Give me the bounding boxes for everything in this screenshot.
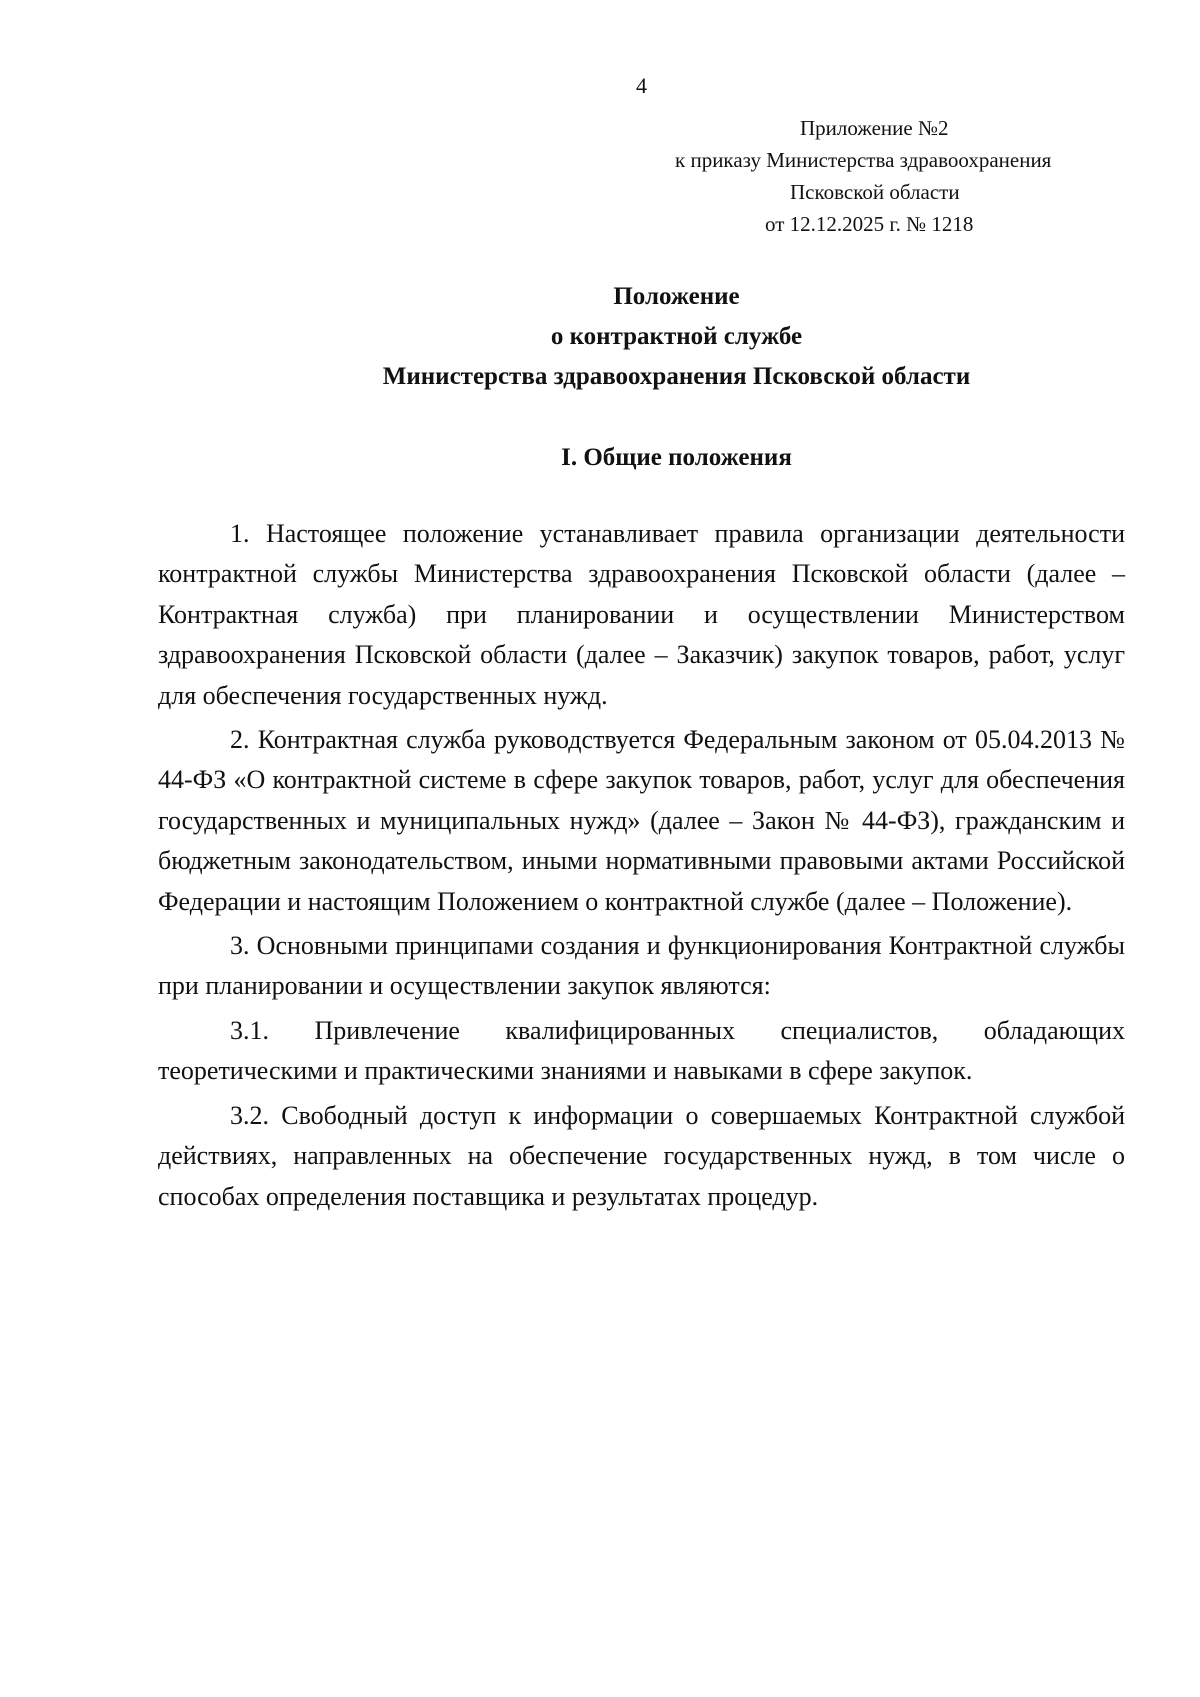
appendix-number: Приложение №2 <box>800 116 949 140</box>
appendix-order-ref: к приказу Министерства здравоохранения <box>675 148 1052 172</box>
appendix-region: Псковской области <box>790 180 960 204</box>
title-line-2: о контрактной службе <box>550 323 803 350</box>
section-heading: I. Общие положения <box>561 444 792 471</box>
paragraph-3-2: 3.2. Свободный доступ к информации о совершаемых Контрактной службой действиях, направленных на обеспечение государственных нужд, в том числе о способах определения поставщика и результатах процедур. <box>158 1100 1125 1211</box>
paragraph-2: 2. Контрактная служба руководствуется Федеральным законом от 05.04.2013 № 44-ФЗ «О контрактной системе в сфере закупок товаров, работ, услуг для обеспечения государственных и муниципальных нужд» (далее – Закон № 44-ФЗ), гражданским и бюджетным законодательством, иными нормативными правовыми актами Российской Федерации и настоящим Положением о контрактной службе (далее – Положение). <box>158 725 1125 916</box>
document-title <box>0 277 1200 397</box>
title-line-3: Министерства здравоохранения Псковской области <box>382 363 971 390</box>
body-text <box>158 514 1125 1217</box>
page-number: 4 <box>636 73 647 98</box>
paragraph-1: 1. Настоящее положение устанавливает правила организации деятельности контрактной службы Министерства здравоохранения Псковской области (далее – Контрактная служба) при планировании и осуществлении Министерством здравоохранения Псковской области (далее – Заказчик) закупок товаров, работ, услуг для обеспечения государственных нужд. <box>158 519 1125 710</box>
appendix-reference <box>655 112 1135 240</box>
title-line-1: Положение <box>613 283 740 310</box>
paragraph-3: 3. Основными принципами создания и функционирования Контрактной службы при планировании и осуществлении закупок являются: <box>158 931 1125 1001</box>
paragraph-3-1: 3.1. Привлечение квалифицированных специалистов, обладающих теоретическими и практическими знаниями и навыками в сфере закупок. <box>158 1015 1125 1086</box>
appendix-date-number: от 12.12.2025 г. № 1218 <box>765 212 974 236</box>
